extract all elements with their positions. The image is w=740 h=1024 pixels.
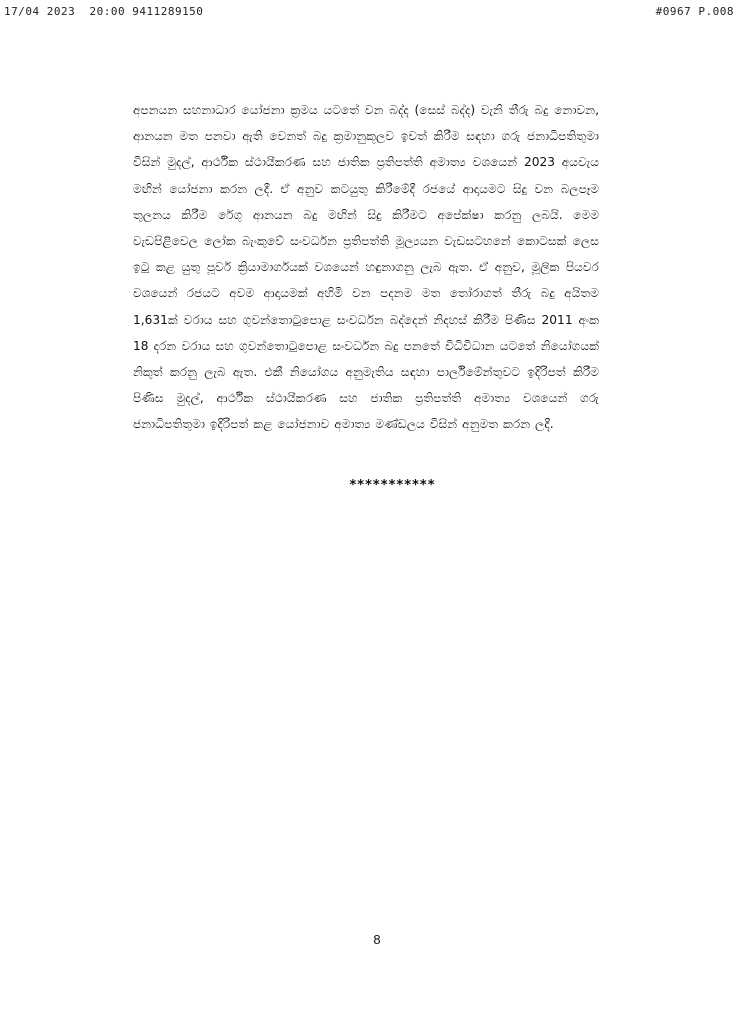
section-separator: *********** bbox=[348, 478, 436, 493]
fax-header bbox=[4, 5, 734, 21]
fax-page-ref: #0967 P.008 bbox=[655, 5, 734, 18]
page-number: 8 bbox=[373, 932, 381, 947]
fax-timestamp-line: 17/04 2023 20:00 9411289150 bbox=[4, 5, 204, 18]
body-paragraph: අපනයන සහනාධාර යෝජනා ක්‍රමය යටතේ වන බද්ද (සෙස් බද්ද) වැනි තීරු බදු නොවන, ආනයන මත පනවා ඇති වෙනත් බදු ක්‍රමානුකූලව ඉවත් කිරීම සඳහා ගරු ජනාධිපතිතුමා විසින් මුදල්, ආර්ථික ස්ථායීකරණ සහ ජාතික ප්‍රතිපත්ති අමාත්‍ය වශයෙන් 2023 අයවැය මඟින් යෝජනා කරන ලදී. ඒ අනුව කටයුතු කිරීමේදී රජයේ ආදායමට සිදු වන බලපෑම තුලනය කිරීම රේගු ආනයන බදු මඟින් සිදු කිරීමට අපේක්ෂා කරනු ලබයි. මෙම වැඩපිළිවෙල ලෝක බැංකුවේ සංවර්ධන ප්‍රතිපත්ති මූල්‍යයන වැඩසටහනේ කොටසක් ලෙස ඉටු කළ යුතු පූර්ව ක්‍රියාමාර්ගයක් වශයෙන් හඳුනාගනු ලැබ ඇත. ඒ අනුව, මූලික පියවර වශයෙන් රජයට අවම ආදායමක් අහිමි වන පදනම මත තෝරාගත් තීරු බදු අයිතම 1,631ක් වරාය සහ ගුවන්තොටුපොළ සංවර්ධන බද්දෙන් නිදහස් කිරීම පිණිස 2011 අංක 18 දරන වරාය සහ ගුවන්තොටුපොළ සංවර්ධන බදු පනතේ විධිවිධාන යටතේ නියෝගයක් නිකුත් කරනු ලැබ ඇත. එකී නියෝගය අනුමැතිය සඳහා පාර්ලිමේන්තුවට ඉදිරිපත් කිරීම පිණිස මුදල්, ආර්ථික ස්ථායීකරණ සහ ජාතික ප්‍රතිපත්ති අමාත්‍ය වශයෙන් ගරු ජනාධිපතිතුමා ඉදිරිපත් කළ යෝජනාව අමාත්‍ය මණ්ඩලය විසින් අනුමත කරන ලදී. bbox=[133, 103, 599, 432]
